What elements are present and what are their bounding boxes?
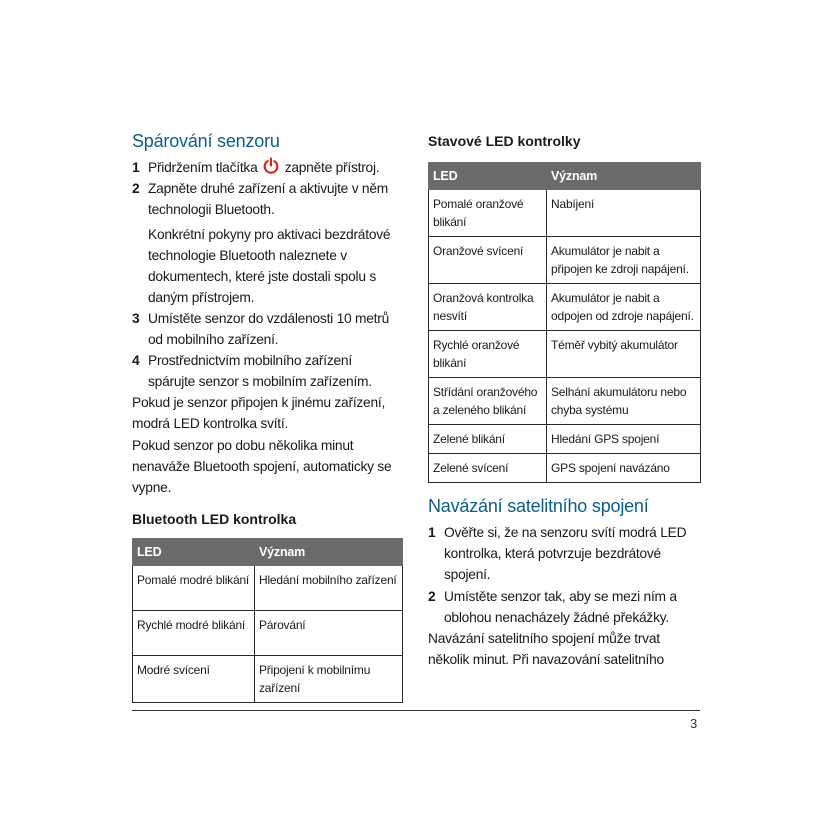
- right-column: [428, 130, 700, 670]
- table-row: [429, 190, 701, 237]
- meaning-cell: Selhání akumulátoru nebo chyba systému: [547, 378, 701, 425]
- step-text-after: zapněte přístroj.: [284, 159, 380, 175]
- satellite-steps: [428, 522, 700, 628]
- column-header-meaning: Význam: [255, 538, 403, 565]
- step-number: 1: [132, 159, 140, 175]
- table-header-row: [133, 538, 403, 565]
- list-item: [428, 586, 700, 628]
- list-item: [132, 157, 402, 178]
- table-header-row: [429, 163, 701, 190]
- led-cell: Modré svícení: [133, 655, 255, 702]
- left-column: [132, 130, 402, 703]
- table-row: [429, 378, 701, 425]
- table-row: [429, 331, 701, 378]
- led-cell: Oranžové svícení: [429, 237, 547, 284]
- step-number: 2: [428, 588, 436, 604]
- led-cell: Střídání oranžového a zeleného blikání: [429, 378, 547, 425]
- meaning-cell: Připojení k mobilnímu zařízení: [255, 655, 403, 702]
- table-row: [429, 454, 701, 483]
- power-icon: [262, 157, 280, 175]
- step-text: Prostřednictvím mobilního zařízení spárujte senzor s mobilním zařízením.: [148, 352, 372, 389]
- paired-paragraph: Pokud je senzor připojen k jinému zařízení, modrá LED kontrolka svítí.: [132, 394, 386, 431]
- step-number: 1: [428, 524, 436, 540]
- meaning-cell: Hledání mobilního zařízení: [255, 565, 403, 610]
- list-item: [132, 178, 402, 308]
- led-cell: Oranžová kontrolka nesvítí: [429, 284, 547, 331]
- meaning-cell: Párování: [255, 610, 403, 655]
- meaning-cell: GPS spojení navázáno: [547, 454, 701, 483]
- meaning-cell: Akumulátor je nabit a připojen ke zdroji napájení.: [547, 237, 701, 284]
- meaning-cell: Akumulátor je nabit a odpojen od zdroje napájení.: [547, 284, 701, 331]
- column-header-led: LED: [133, 538, 255, 565]
- bluetooth-led-table: [132, 538, 403, 703]
- status-led-heading: Stavové LED kontrolky: [428, 133, 581, 149]
- step-extra-text: Konkrétní pokyny pro aktivaci bezdrátové technologie Bluetooth naleznete v dokumentech, které jste dostali spolu s daným přístrojem.: [148, 226, 391, 305]
- led-cell: Rychlé modré blikání: [133, 610, 255, 655]
- column-header-meaning: Význam: [547, 163, 701, 190]
- table-row: [133, 565, 403, 610]
- bluetooth-led-heading: Bluetooth LED kontrolka: [132, 510, 297, 527]
- step-text: Zapněte druhé zařízení a aktivujte v něm technologii Bluetooth.: [148, 180, 389, 217]
- step-number: 4: [132, 352, 140, 368]
- led-cell: Zelené blikání: [429, 425, 547, 454]
- meaning-cell: Hledání GPS spojení: [547, 425, 701, 454]
- step-number: 3: [132, 310, 140, 326]
- status-led-table: [428, 162, 701, 483]
- auto-off-paragraph: Pokud senzor po dobu několika minut nenaváže Bluetooth spojení, automaticky se vypne.: [132, 437, 392, 495]
- step-text: Umístěte senzor do vzdálenosti 10 metrů od mobilního zařízení.: [148, 310, 390, 347]
- step-text-before: Přidržením tlačítka: [148, 159, 258, 175]
- list-item: [132, 350, 402, 392]
- pairing-steps: [132, 157, 402, 392]
- led-cell: Pomalé modré blikání: [133, 565, 255, 610]
- step-text: Ověřte si, že na senzoru svítí modrá LED kontrolka, která potvrzuje bezdrátové spojení.: [444, 524, 687, 582]
- led-cell: Rychlé oranžové blikání: [429, 331, 547, 378]
- list-item: [132, 308, 402, 350]
- table-row: [429, 237, 701, 284]
- table-row: [429, 284, 701, 331]
- column-header-led: LED: [429, 163, 547, 190]
- table-row: [133, 655, 403, 702]
- table-row: [429, 425, 701, 454]
- meaning-cell: Téměř vybitý akumulátor: [547, 331, 701, 378]
- table-row: [133, 610, 403, 655]
- step-text: Umístěte senzor tak, aby se mezi ním a oblohou nenacházely žádné překážky.: [444, 588, 677, 625]
- step-number: 2: [132, 180, 140, 196]
- pairing-heading: Spárování senzoru: [132, 131, 280, 151]
- led-cell: Zelené svícení: [429, 454, 547, 483]
- satellite-paragraph: Navázání satelitního spojení může trvat několik minut. Při navazování satelitního: [428, 630, 664, 667]
- footer-divider: [132, 710, 700, 711]
- page-number: 3: [690, 716, 698, 731]
- led-cell: Pomalé oranžové blikání: [429, 190, 547, 237]
- meaning-cell: Nabíjení: [547, 190, 701, 237]
- list-item: [428, 522, 700, 585]
- satellite-heading: Navázání satelitního spojení: [428, 496, 649, 517]
